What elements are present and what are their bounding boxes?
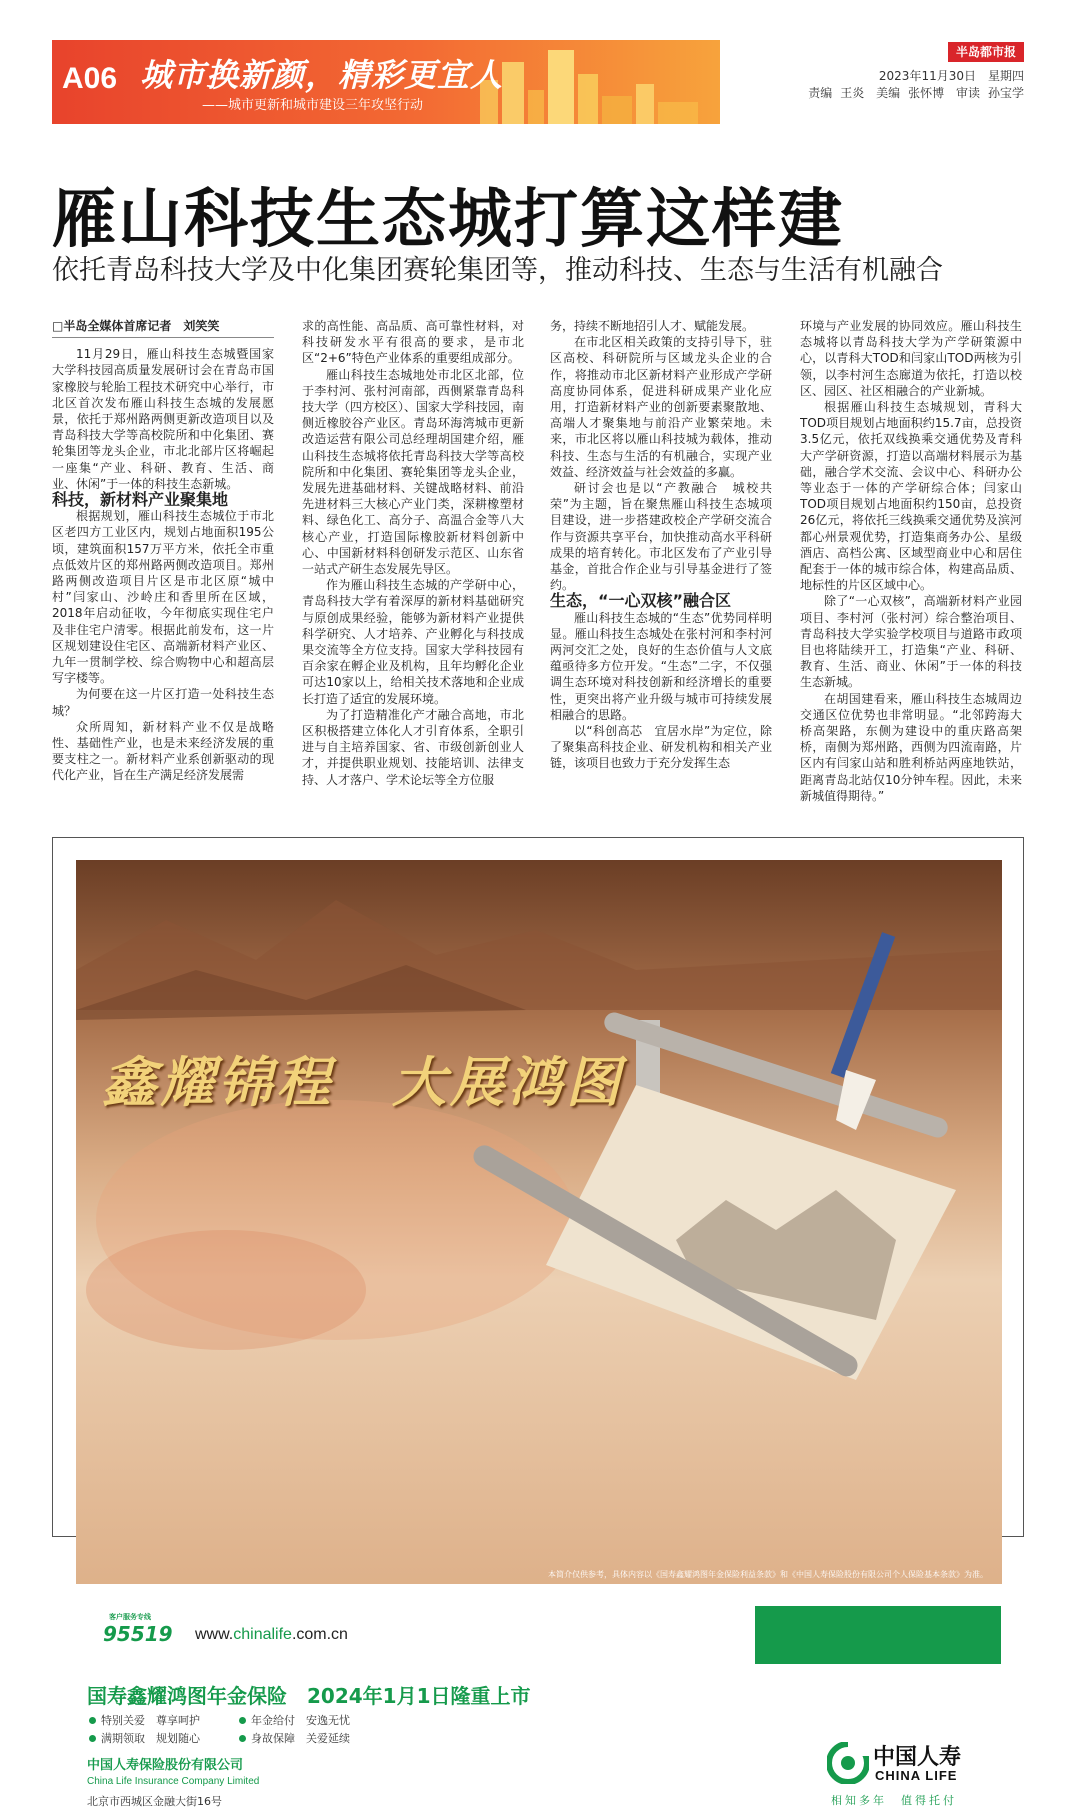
section-subtitle: ——城市更新和城市建设三年攻坚行动 (202, 98, 424, 113)
feature-text: 身故保障 关爱延续 (251, 1732, 350, 1745)
hotline-label: 客户服务专线 (109, 1613, 151, 1621)
paragraph: 为何要在这一片区打造一处科技生态城？ (52, 687, 274, 718)
designer-name: 张怀博 (908, 86, 945, 100)
paragraph: 为了打造精准化产才融合高地，市北区积极搭建立体化人才引育体系，全职引进与自主培养国家、省、市级创新创业人才，并提供职业规划、技能培训、法律支持、人才落户、学术论坛等全方位服 (302, 707, 524, 787)
feature-item (239, 1712, 389, 1730)
article-column-1 (52, 318, 274, 818)
paragraph: 众所周知，新材料产业不仅是战略性、基础性产业，也是未来经济发展的重要支柱之一。新材料产业系创新驱动的现代化产业，旨在生产满足经济发展需 (52, 719, 274, 783)
editor-name: 王炎 (840, 86, 865, 100)
bullet-dot-icon (89, 1735, 96, 1742)
review-label: 审读 (955, 86, 980, 100)
ad-illustration (76, 860, 1002, 1584)
company-name-en: China Life Insurance Company Limited (87, 1776, 260, 1787)
feature-item (239, 1730, 389, 1748)
page-number: A06 (62, 62, 118, 95)
paragraph: 除了“一心双核”，高端新材料产业园项目、李村河（张村河）综合整治项目、青岛科技大学实验学校项目与道路市政项目也将陆续开工，打造集“产业、科研、教育、生活、商业、休闲”于一体的科技生态新城。 (800, 594, 1022, 690)
feature-text: 年金给付 安逸无忧 (251, 1714, 350, 1727)
paragraph: 雁山科技生态城地处市北区北部，位于李村河、张村河南部，西侧紧靠青岛科技大学（四方校区）、国家大学科技园，南侧近橡胶谷产业区。青岛环海湾城市更新改造运营有限公司总经理胡国建介绍，雁山科技生态城将依托青岛科技大学等高校院所和中化集团、赛轮集团等龙头企业，发展先进基础材料、关键战略材料、前沿先进材料三大核心产业门类，深耕橡塑材料、绿色化工、高分子、高温合金等八大核心产业，打造国际橡胶新材料创新中心、中国新材料科创研发示范区、山东省一站式产研生态发展先导区。 (302, 367, 524, 577)
article-column-2 (302, 318, 524, 818)
section-title: 城市换新颜，精彩更宜人 (140, 56, 504, 94)
website-link[interactable] (195, 1626, 348, 1644)
bullet-dot-icon (239, 1735, 246, 1742)
feature-list (89, 1712, 389, 1748)
company-address: 北京市西城区金融大街16号 (87, 1795, 222, 1808)
paragraph: 11月29日，雁山科技生态城暨国家大学科技园高质量发展研讨会在青岛市国家橡胶与轮胎工程技术研究中心举行，市北区首次发布雁山科技生态城的发展愿景，依托于郑州路两侧更新改造项目以及青岛科技大学等高校院所和中化集团、赛轮集团等龙头企业，市北北部片区将崛起一座集“产业、科研、教育、生活、商业、休闲”于一体的科技生态新城。 (52, 347, 274, 491)
bullet-dot-icon (239, 1717, 246, 1724)
issue-date: 2023年11月30日 星期四 (878, 69, 1024, 83)
brand-motto: 相知多年 值得托付 (831, 1794, 957, 1807)
landscape-scroll-graphic (76, 860, 1002, 1584)
edition-meta (800, 68, 1024, 102)
bullet-dot-icon (89, 1717, 96, 1724)
article-column-3 (550, 318, 772, 818)
article-column-4 (800, 318, 1022, 818)
article-headline: 雁山科技生态城打算这样建 (52, 183, 844, 257)
ad-disclaimer: 本简介仅供参考，具体内容以《国寿鑫耀鸿图年金保险利益条款》和《中国人寿保险股份有限公司个人保险基本条款》为准。 (548, 1570, 988, 1579)
service-hotline (103, 1613, 173, 1646)
article-subhead: 依托青岛科技大学及中化集团赛轮集团等，推动科技、生态与生活有机融合 (52, 255, 943, 286)
paragraph: 在胡国建看来，雁山科技生态城周边交通区位优势也非常明显。“北邻跨海大桥高架路，东侧为建设中的重庆路高架桥，南侧为郑州路，西侧为四流南路，片区内有闫家山站和胜利桥站两座地铁站，距离青岛北站仅10分钟车程。因此，未来新城值得期待。” (800, 691, 1022, 803)
section-heading: 生态，“一心双核”融合区 (550, 591, 732, 611)
editor-credits (800, 85, 1024, 102)
reviewer-name: 孙宝学 (987, 86, 1024, 100)
paragraph: 求的高性能、高品质、高可靠性材料，对科技研发水平有很高的要求，是市北区“2+6”特色产业体系的重要组成部分。 (302, 319, 524, 366)
byline: □半岛全媒体首席记者 刘笑笑 (52, 318, 274, 338)
contact-box (75, 1606, 755, 1664)
logo-text-en: CHINA LIFE (875, 1768, 958, 1783)
website-brand: chinalife (233, 1626, 292, 1643)
china-life-logo (827, 1738, 987, 1808)
hotline-number: 95519 (103, 1622, 173, 1646)
article-body (52, 318, 1024, 818)
website-prefix: www. (195, 1626, 234, 1643)
feature-text: 满期领取 规划随心 (101, 1732, 200, 1745)
insurance-advertisement (52, 837, 1024, 1808)
logo-text-cn: 中国人寿 (873, 1745, 962, 1770)
feature-text: 特别关爱 尊享呵护 (101, 1714, 200, 1727)
contact-bar (75, 1606, 1001, 1664)
paragraph: 雁山科技生态城的“生态”优势同样明显。雁山科技生态城处在张村河和李村河两河交汇之处，良好的生态价值与人文底蕴亟待多方位开发。“生态”二字，不仅强调生态环境对科技创新和经济增长的重要性，更突出将产业升级与城市可持续发展相融合的思路。 (550, 610, 772, 722)
design-label: 美编 (876, 86, 901, 100)
paragraph: 在市北区相关政策的支持引导下，驻区高校、科研院所与区域龙头企业的合作，将推动市北区新材料产业形成产学研高度协同体系，促进科研成果产业化应用，打造新材料产业的创新要素聚散地、高端人才聚集地与前沿产业繁荣地。未来，市北区将以雁山科技城为载体，推动科技、生态与生活的有机融合，实现产业效益、经济效益与社会效益的多赢。 (550, 335, 772, 479)
editor-label: 责编 (808, 86, 833, 100)
section-heading: 科技，新材料产业聚集地 (52, 490, 229, 510)
paragraph: 环境与产业发展的协同效应。雁山科技生态城将以青岛科技大学为产学研策源中心，以青科大TOD和闫家山TOD两核为引领，以李村河生态廊道为依托，打造以校区、园区、社区相融合的产业新城。 (800, 319, 1022, 398)
company-name-cn: 中国人寿保险股份有限公司 (87, 1758, 244, 1773)
website-suffix: .com.cn (291, 1626, 348, 1643)
paragraph: 根据雁山科技生态城规划，青科大TOD项目规划占地面积约15.7亩，总投资3.5亿元，依托双线换乘交通优势及青科大产学研资源，打造以高端材料展示为基础，融合学术交流、会议中心、科研办公等业态于一体的产学研综合体；闫家山TOD项目规划占地面积约150亩，总投资26亿元，将依托三线换乘交通优势及滨河都心州景观优势，打造集商务办公、星级酒店、高档公寓、区域型商业中心和居住配套于一体的城市综合体，构建高品质、地标性的片区区域中心。 (800, 400, 1022, 593)
section-banner (52, 40, 720, 124)
feature-item (89, 1730, 239, 1748)
paragraph: 根据规划，雁山科技生态城位于市北区老四方工业区内，规划占地面积195公顷，建筑面积157万平方米，依托全市重点低效片区的郑州路两侧改造项目。郑州路两侧改造项目片区是市北区原“城中村”闫家山、沙岭庄和香里所在区域，2018年启动征收，今年彻底实现住宅户及非住宅户清零。根据此前发布，这一片区规划建设住宅区、高端新材料产业区、九年一贯制学校、综合购物中心和超高层写字楼等。 (52, 509, 274, 686)
newspaper-masthead: 半岛都市报 (948, 42, 1024, 62)
paragraph: 务，持续不断地招引人才、赋能发展。 (550, 319, 755, 333)
ad-slogan: 鑫耀锦程 大展鸿图 (102, 1050, 624, 1114)
product-launch: 国寿鑫耀鸿图年金保险 2024年1月1日隆重上市 (87, 1684, 531, 1708)
paragraph: 作为雁山科技生态城的产学研中心，青岛科技大学有着深厚的新材料基础研究与原创成果经验，能够为新材料产业提供科学研究、人才培养、产业孵化与科技成果交流等全方位支持。国家大学科技园有百余家在孵企业及机构，且年均孵化企业可达10家以上，给相关技术落地和企业成长打造了适宜的发展环境。 (302, 578, 524, 706)
china-life-emblem-icon (827, 1742, 869, 1784)
feature-item (89, 1712, 239, 1730)
paragraph: 以“科创高芯 宜居水岸”为定位，除了聚集高科技企业、研发机构和相关产业链，该项目也致力于充分发挥生态 (550, 724, 772, 771)
company-name (87, 1758, 259, 1790)
paragraph: 研讨会也是以“产教融合 城校共荣”为主题，旨在聚焦雁山科技生态城项目建设，进一步搭建政校企产学研交流合作与资源共享平台，加快推动高水平科研成果的培育转化。市北区发布了产业引导基金，首批合作企业与引导基金进行了签约。 (550, 481, 772, 593)
